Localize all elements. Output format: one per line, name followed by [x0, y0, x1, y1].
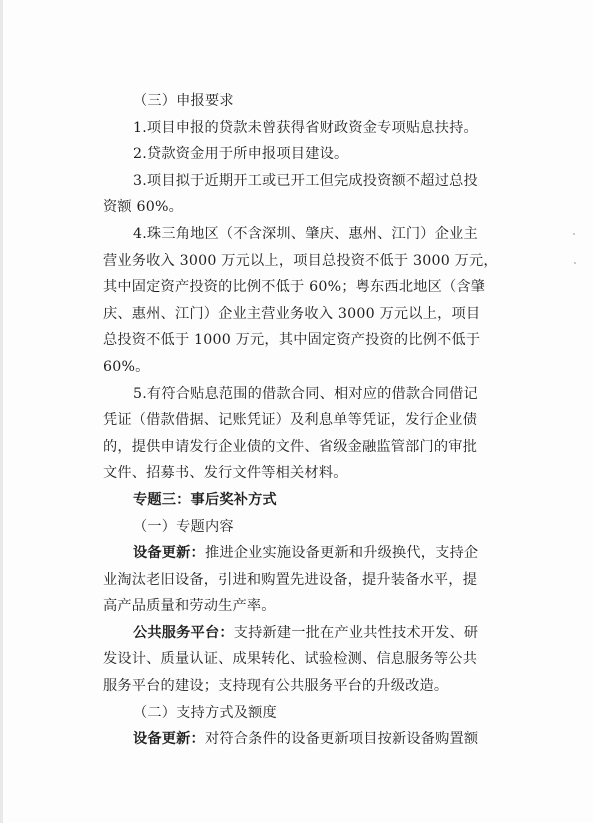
public-service-para: 公共服务平台：支持新建一批在产业共性技术开发、研 — [133, 624, 479, 641]
topic-three-heading: 专题三：事后奖补方式 — [133, 491, 277, 508]
section-heading-requirements: （三）申报要求 — [133, 93, 234, 109]
requirement-5-cont: 的，提供申请发行企业债的文件、省级金融监管部门的审批 — [103, 438, 478, 455]
requirement-3-cont: 资额 60%。 — [103, 199, 184, 216]
scan-speck — [574, 262, 576, 264]
requirement-5-cont: 凭证（借款借据、记账凭证）及利息单等凭证，发行企业债 — [103, 412, 478, 429]
subsection-content-heading: （一）专题内容 — [133, 518, 234, 535]
equipment-update-cont: 业淘汰老旧设备，引进和购置先进设备，提升装备水平，提 — [103, 571, 478, 588]
document-body — [103, 88, 498, 753]
scan-speck — [573, 233, 575, 235]
equipment-update-cont: 高产品质量和劳动生产率。 — [103, 598, 276, 615]
requirement-3: 3.项目拟于近期开工或已开工但完成投资额不超过总投 — [133, 172, 478, 189]
requirement-4: 4.珠三角地区（不含深圳、肇庆、惠州、江门）企业主 — [133, 225, 478, 242]
public-service-cont: 服务平台的建设；支持现有公共服务平台的升级改造。 — [103, 678, 449, 695]
requirement-4-cont: 营业务收入 3000 万元以上，项目总投资不低于 3000 万元， — [103, 252, 498, 269]
equipment-update-para: 设备更新：推进企业实施设备更新和升级换代，支持企 — [133, 545, 479, 562]
requirement-4-cont: 庆、惠州、江门）企业主营业务收入 3000 万元以上，项目 — [103, 305, 481, 322]
requirement-1: 1.项目申报的贷款未曾获得省财政资金专项贴息扶持。 — [133, 119, 478, 136]
requirement-4-cont: 其中固定资产投资的比例不低于 60%；粤东西北地区（含肇 — [103, 279, 486, 296]
requirement-5-cont: 文件、招募书、发行文件等相关材料。 — [103, 465, 348, 482]
equipment-update-support-para: 设备更新：对符合条件的设备更新项目按新设备购置额 — [133, 731, 479, 748]
requirement-5: 5.有符合贴息范围的借款合同、相对应的借款合同借记 — [133, 385, 478, 402]
subsection-support-heading: （二）支持方式及额度 — [133, 704, 277, 721]
requirement-2: 2.贷款资金用于所申报项目建设。 — [133, 146, 349, 163]
public-service-cont: 发设计、质量认证、成果转化、试验检测、信息服务等公共 — [103, 651, 478, 668]
scan-edge — [0, 0, 3, 823]
requirement-4-cont: 总投资不低于 1000 万元，其中固定资产投资的比例不低于 — [103, 332, 481, 349]
requirement-4-cont: 60%。 — [103, 358, 150, 375]
